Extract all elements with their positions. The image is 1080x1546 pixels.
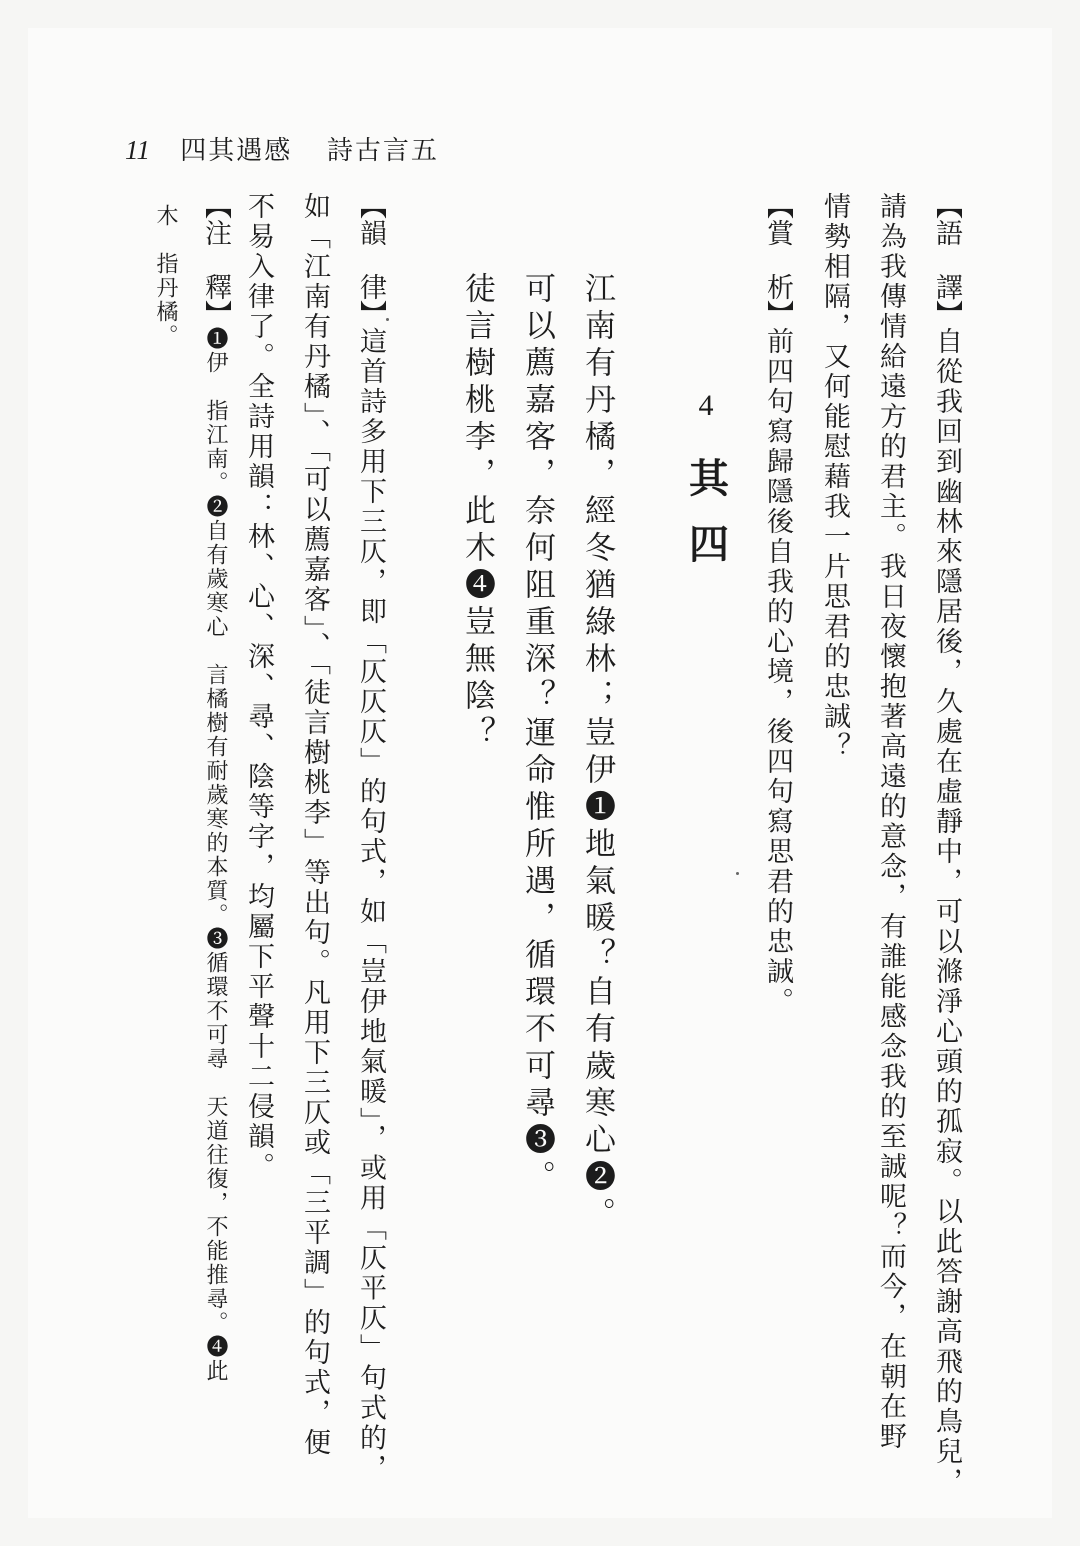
rhythm-line-2: 如「江南有丹橘」、「可以薦嘉客」、「徒言樹桃李」等出句。凡用下三仄或「三平調」的句式，便 — [299, 192, 330, 1458]
appreciation-text: 前四句寫歸隱後自我的心境，後四句寫思君的忠誠。 — [762, 327, 793, 1017]
poem-heading — [676, 384, 736, 589]
poem-line-3: 徒言樹桃李，此木❹豈無陰？ — [459, 272, 495, 753]
rhythm-text-1: 這首詩多用下三仄，即「仄仄仄」的句式，如「豈伊地氣暖」，或用「仄平仄」句式的， — [355, 327, 386, 1484]
running-header — [125, 132, 439, 168]
rhythm-label: 【韻 律】 — [355, 192, 386, 327]
header-subtitle: 詩古言五 — [326, 136, 439, 166]
notes-label: 【注 釋】 — [200, 192, 231, 327]
notes-text-1: ❶伊 指江南。❷自有歲寒心 言橘樹有耐歲寒的本質。❸循環不可尋 天道往復，不能推尋。❹此 — [203, 327, 228, 1383]
page-number: 11 — [125, 135, 150, 165]
translation-line-3: 情勢相隔，又何能慰藉我一片思君的忠誠？ — [819, 192, 850, 762]
scan-speck — [386, 318, 389, 321]
appreciation-label: 【賞 析】 — [762, 192, 793, 327]
rhythm-line-1 — [350, 192, 390, 1484]
poem-number: 4 — [698, 389, 714, 422]
rhythm-line-3: 不易入律了。全詩用韻：林、心、深、尋、陰等字，均屬下平聲十二侵韻。 — [243, 192, 274, 1182]
header-title: 四其遇感 — [180, 136, 293, 166]
notes-line-1 — [198, 192, 232, 1383]
appreciation-line — [757, 192, 797, 1017]
poem-line-2: 可以薦嘉客，奈何阻重深？運命惟所遇，循環不可尋❸。 — [519, 272, 555, 1197]
translation-line-1 — [926, 192, 966, 1497]
scan-speck — [736, 872, 739, 875]
poem-line-1: 江南有丹橘，經冬猶綠林；豈伊❶地氣暖？自有歲寒心❷。 — [579, 272, 615, 1234]
translation-text-1: 自從我回到幽林來隱居後，久處在虛靜中，可以滌淨心頭的孤寂。以此答謝高飛的鳥兒， — [931, 327, 962, 1497]
translation-label: 【語 譯】 — [931, 192, 962, 327]
poem-title: 其四 — [682, 457, 730, 589]
translation-line-2: 請為我傳情給遠方的君主。我日夜懷抱著高遠的意念，有誰能感念我的至誠呢？而今，在朝在野 — [875, 192, 906, 1452]
notes-line-2: 木 指丹橘。 — [153, 204, 178, 348]
